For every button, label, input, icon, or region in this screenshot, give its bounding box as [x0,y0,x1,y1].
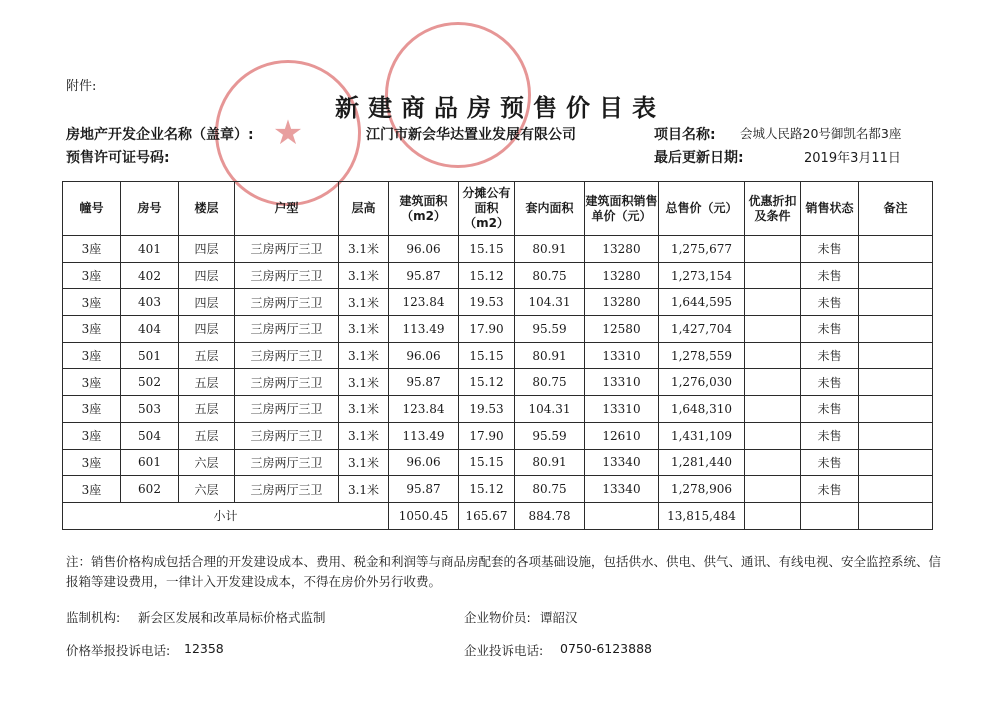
room-cell: 502 [121,369,179,396]
floor-cell: 四层 [179,316,235,343]
project-name: 会城人民路20号御凯名都3座 [740,126,902,141]
column-header: 房号 [121,182,179,236]
layout-cell: 三房两厅三卫 [235,236,339,263]
unit-price-cell: 13280 [585,262,659,289]
shared-area-cell: 19.53 [459,289,515,316]
column-header: 优惠折扣及条件 [745,182,801,236]
discount-cell [745,396,801,423]
unit-price-cell: 13340 [585,476,659,503]
total-price-cell: 1,276,030 [659,369,745,396]
shared-area-cell: 15.12 [459,369,515,396]
table-body [63,236,933,503]
status-cell: 未售 [801,396,859,423]
total-price-cell: 1,275,677 [659,236,745,263]
building-cell: 3座 [63,369,121,396]
building-cell: 3座 [63,422,121,449]
total-price-cell: 1,281,440 [659,449,745,476]
floor-cell: 六层 [179,449,235,476]
attachment-label: 附件: [66,79,97,94]
building-cell: 3座 [63,289,121,316]
floor-height-cell: 3.1米 [339,476,389,503]
layout-cell: 三房两厅三卫 [235,422,339,449]
seal-star-icon: ★ [272,113,304,153]
subtotal-built-area: 1050.45 [389,502,459,529]
report-phone-value: 12358 [184,641,224,656]
status-cell: 未售 [801,236,859,263]
remark-cell [859,289,933,316]
price-officer-value: 谭韶汉 [540,610,578,625]
floor-height-cell: 3.1米 [339,289,389,316]
room-cell: 401 [121,236,179,263]
layout-cell: 三房两厅三卫 [235,316,339,343]
discount-cell [745,342,801,369]
discount-cell [745,422,801,449]
built-area-cell: 96.06 [389,236,459,263]
table-row [63,236,933,263]
built-area-cell: 95.87 [389,476,459,503]
subtotal-unit-price [585,502,659,529]
total-price-cell: 1,427,704 [659,316,745,343]
remark-cell [859,316,933,343]
building-cell: 3座 [63,316,121,343]
report-phone-label: 价格举报投诉电话: [66,643,171,658]
column-header: 户型 [235,182,339,236]
status-cell: 未售 [801,369,859,396]
inner-area-cell: 80.91 [515,342,585,369]
table-row [63,449,933,476]
total-price-cell: 1,648,310 [659,396,745,423]
inner-area-cell: 80.75 [515,476,585,503]
built-area-cell: 113.49 [389,316,459,343]
total-price-cell: 1,431,109 [659,422,745,449]
built-area-cell: 96.06 [389,342,459,369]
floor-cell: 五层 [179,342,235,369]
shared-area-cell: 15.12 [459,262,515,289]
remark-cell [859,476,933,503]
column-header: 分摊公有面积（m2） [459,182,515,236]
unit-price-cell: 13280 [585,289,659,316]
layout-cell: 三房两厅三卫 [235,396,339,423]
discount-cell [745,289,801,316]
permit-label: 预售许可证号码: [66,150,170,166]
building-cell: 3座 [63,449,121,476]
room-cell: 403 [121,289,179,316]
remark-cell [859,396,933,423]
inner-area-cell: 80.75 [515,262,585,289]
subtotal-inner-area: 884.78 [515,502,585,529]
shared-area-cell: 15.15 [459,236,515,263]
discount-cell [745,236,801,263]
status-cell: 未售 [801,289,859,316]
column-header: 套内面积 [515,182,585,236]
status-cell: 未售 [801,316,859,343]
floor-height-cell: 3.1米 [339,342,389,369]
room-cell: 402 [121,262,179,289]
layout-cell: 三房两厅三卫 [235,262,339,289]
remark-cell [859,236,933,263]
shared-area-cell: 19.53 [459,396,515,423]
floor-height-cell: 3.1米 [339,369,389,396]
floor-cell: 六层 [179,476,235,503]
unit-price-cell: 13280 [585,236,659,263]
status-cell: 未售 [801,476,859,503]
shared-area-cell: 15.15 [459,342,515,369]
table-row [63,396,933,423]
floor-height-cell: 3.1米 [339,396,389,423]
developer-name: 江门市新会华达置业发展有限公司 [366,127,576,143]
price-table [62,181,933,530]
layout-cell: 三房两厅三卫 [235,476,339,503]
floor-height-cell: 3.1米 [339,262,389,289]
remark-cell [859,422,933,449]
built-area-cell: 113.49 [389,422,459,449]
total-price-cell: 1,273,154 [659,262,745,289]
shared-area-cell: 15.12 [459,476,515,503]
discount-cell [745,262,801,289]
column-header: 幢号 [63,182,121,236]
layout-cell: 三房两厅三卫 [235,369,339,396]
room-cell: 602 [121,476,179,503]
column-header: 备注 [859,182,933,236]
column-header: 销售状态 [801,182,859,236]
remark-cell [859,262,933,289]
table-row [63,422,933,449]
project-label: 项目名称: [654,127,716,143]
layout-cell: 三房两厅三卫 [235,342,339,369]
building-cell: 3座 [63,342,121,369]
remark-cell [859,449,933,476]
status-cell: 未售 [801,449,859,476]
shared-area-cell: 17.90 [459,422,515,449]
built-area-cell: 95.87 [389,262,459,289]
column-header: 楼层 [179,182,235,236]
column-header: 总售价（元） [659,182,745,236]
status-cell: 未售 [801,422,859,449]
updated-date: 2019年3月11日 [804,151,901,166]
building-cell: 3座 [63,396,121,423]
built-area-cell: 123.84 [389,289,459,316]
floor-height-cell: 3.1米 [339,422,389,449]
table-row [63,342,933,369]
discount-cell [745,449,801,476]
inner-area-cell: 80.91 [515,236,585,263]
total-price-cell: 1,278,559 [659,342,745,369]
column-header: 层高 [339,182,389,236]
subtotal-row [63,502,933,529]
table-header-row [63,182,933,236]
layout-cell: 三房两厅三卫 [235,289,339,316]
table-row [63,476,933,503]
building-cell: 3座 [63,236,121,263]
inner-area-cell: 104.31 [515,396,585,423]
shared-area-cell: 17.90 [459,316,515,343]
discount-cell [745,476,801,503]
subtotal-status [801,502,859,529]
unit-price-cell: 12580 [585,316,659,343]
floor-height-cell: 3.1米 [339,316,389,343]
building-cell: 3座 [63,476,121,503]
floor-height-cell: 3.1米 [339,449,389,476]
room-cell: 504 [121,422,179,449]
inner-area-cell: 95.59 [515,422,585,449]
note-text: 注：销售价格构成包括合理的开发建设成本、费用、税金和利润等与商品房配套的各项基础设施，包括供水、供电、供气、通讯、有线电视、安全监控系统、信报箱等建设费用，一律计入开发建设成本，不得在房价外另行收费。 [66,554,942,589]
inner-area-cell: 104.31 [515,289,585,316]
table-row [63,369,933,396]
building-cell: 3座 [63,262,121,289]
column-header: 建筑面积销售单价（元） [585,182,659,236]
remark-cell [859,342,933,369]
room-cell: 601 [121,449,179,476]
subtotal-shared-area: 165.67 [459,502,515,529]
company-phone-label: 企业投诉电话: [464,643,544,658]
subtotal-discount [745,502,801,529]
table-row [63,316,933,343]
room-cell: 503 [121,396,179,423]
unit-price-cell: 13310 [585,342,659,369]
remark-cell [859,369,933,396]
status-cell: 未售 [801,342,859,369]
unit-price-cell: 13310 [585,369,659,396]
supervisor-label: 监制机构: [66,610,121,625]
page-title: 新建商品房预售价目表 [335,94,665,122]
floor-cell: 五层 [179,396,235,423]
discount-cell [745,369,801,396]
room-cell: 501 [121,342,179,369]
developer-label: 房地产开发企业名称（盖章）: [66,127,254,143]
built-area-cell: 123.84 [389,396,459,423]
inner-area-cell: 80.91 [515,449,585,476]
discount-cell [745,316,801,343]
floor-cell: 五层 [179,369,235,396]
shared-area-cell: 15.15 [459,449,515,476]
unit-price-cell: 13310 [585,396,659,423]
inner-area-cell: 80.75 [515,369,585,396]
updated-label: 最后更新日期: [654,150,744,166]
status-cell: 未售 [801,262,859,289]
floor-height-cell: 3.1米 [339,236,389,263]
subtotal-remark [859,502,933,529]
built-area-cell: 95.87 [389,369,459,396]
unit-price-cell: 13340 [585,449,659,476]
total-price-cell: 1,644,595 [659,289,745,316]
company-phone-value: 0750-6123888 [560,641,652,656]
subtotal-label: 小计 [63,502,389,529]
layout-cell: 三房两厅三卫 [235,449,339,476]
supervisor-value: 新会区发展和改革局标价格式监制 [138,610,326,625]
subtotal-total-price: 13,815,484 [659,502,745,529]
floor-cell: 四层 [179,289,235,316]
inner-area-cell: 95.59 [515,316,585,343]
floor-cell: 四层 [179,262,235,289]
total-price-cell: 1,278,906 [659,476,745,503]
table-row [63,262,933,289]
floor-cell: 四层 [179,236,235,263]
floor-cell: 五层 [179,422,235,449]
table-row [63,289,933,316]
column-header: 建筑面积（m2） [389,182,459,236]
room-cell: 404 [121,316,179,343]
built-area-cell: 96.06 [389,449,459,476]
unit-price-cell: 12610 [585,422,659,449]
price-officer-label: 企业物价员: [464,610,531,625]
